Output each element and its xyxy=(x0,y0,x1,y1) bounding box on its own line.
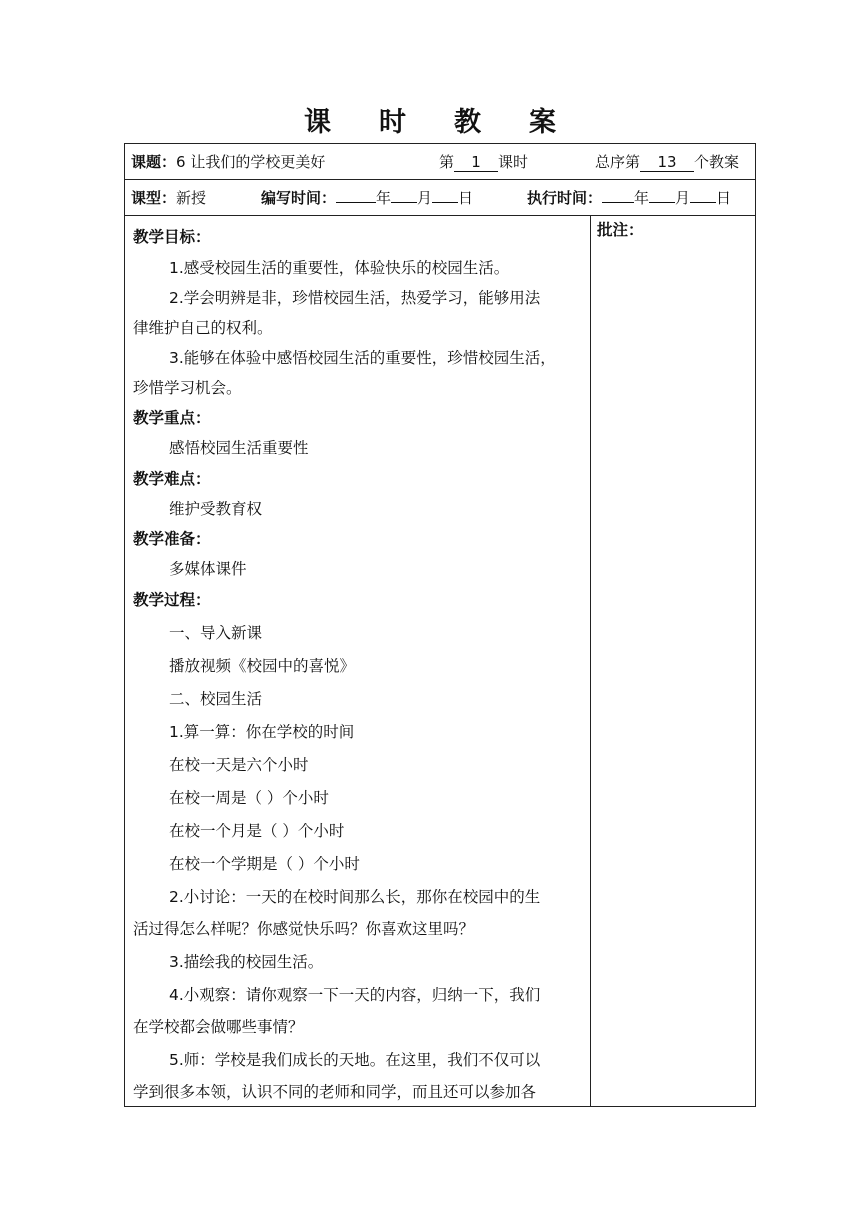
exec-day-label: 日 xyxy=(716,189,732,207)
exec-time-label: 执行时间： xyxy=(527,189,603,207)
lesson-plan-table xyxy=(124,143,756,1107)
seq-post: 个教案 xyxy=(694,153,740,171)
exec-day-blank xyxy=(690,202,716,203)
title-char: 案 xyxy=(529,107,556,138)
topic-label: 课题： xyxy=(131,153,177,171)
exec-time-field xyxy=(527,180,731,216)
section-heading: 教学难点： xyxy=(133,470,211,488)
lesson-post: 课时 xyxy=(498,153,529,171)
write-month-label: 月 xyxy=(417,189,433,207)
notes-column xyxy=(591,216,755,1106)
header-row-type xyxy=(125,180,755,216)
title-char: 课 xyxy=(304,107,331,138)
content-line: 活过得怎么样呢？你感觉快乐吗？你喜欢这里吗？ xyxy=(133,920,475,938)
topic-value: 6 让我们的学校更美好 xyxy=(176,153,326,171)
lesson-number: 1 xyxy=(454,153,498,172)
write-day-label: 日 xyxy=(458,189,474,207)
content-line: 播放视频《校园中的喜悦》 xyxy=(169,657,356,675)
content-line: 3.能够在体验中感悟校园生活的重要性，珍惜校园生活， xyxy=(169,349,556,367)
content-line: 在校一个月是（ ）个小时 xyxy=(169,822,345,840)
content-line: 3.描绘我的校园生活。 xyxy=(169,953,324,971)
write-year-label: 年 xyxy=(376,189,392,207)
content-line: 在校一周是（ ）个小时 xyxy=(169,789,329,807)
header-row-topic xyxy=(125,144,755,180)
content-line: 1.算一算：你在学校的时间 xyxy=(169,723,355,741)
type-value: 新授 xyxy=(176,189,207,207)
seq-pre: 总序第 xyxy=(595,153,641,171)
exec-year-label: 年 xyxy=(634,189,650,207)
exec-month-blank xyxy=(649,202,675,203)
page-title xyxy=(0,100,860,139)
content-line: 4.小观察：请你观察一下一天的内容，归纳一下，我们 xyxy=(169,986,541,1004)
content-line: 2.学会明辨是非，珍惜校园生活，热爱学习，能够用法 xyxy=(169,289,541,307)
type-label: 课型： xyxy=(131,189,177,207)
sequence-number-field xyxy=(595,144,739,180)
teaching-content-column xyxy=(125,216,591,1106)
content-line: 维护受教育权 xyxy=(169,500,263,518)
content-line: 2.小讨论：一天的在校时间那么长，那你在校园中的生 xyxy=(169,888,541,906)
content-line: 多媒体课件 xyxy=(169,560,247,578)
topic-field xyxy=(131,144,325,180)
write-day-blank xyxy=(432,202,458,203)
content-line: 二、校园生活 xyxy=(169,690,263,708)
write-month-blank xyxy=(391,202,417,203)
content-line: 学到很多本领，认识不同的老师和同学，而且还可以参加各 xyxy=(133,1083,537,1101)
section-heading: 教学准备： xyxy=(133,530,211,548)
type-field xyxy=(131,180,206,216)
content-line: 感悟校园生活重要性 xyxy=(169,439,309,457)
content-line: 在校一天是六个小时 xyxy=(169,756,309,774)
write-time-label: 编写时间： xyxy=(261,189,337,207)
section-heading: 教学过程： xyxy=(133,591,211,609)
title-char: 教 xyxy=(454,107,481,138)
sequence-number: 13 xyxy=(640,153,694,172)
lesson-pre: 第 xyxy=(439,153,455,171)
content-line: 在校一个学期是（ ）个小时 xyxy=(169,855,360,873)
write-time-field xyxy=(261,180,473,216)
content-line: 5.师：学校是我们成长的天地。在这里，我们不仅可以 xyxy=(169,1051,541,1069)
section-heading: 教学重点： xyxy=(133,409,211,427)
lesson-number-field xyxy=(439,144,528,180)
notes-label: 批注： xyxy=(597,221,644,239)
content-line: 1.感受校园生活的重要性，体验快乐的校园生活。 xyxy=(169,259,510,277)
content-line: 在学校都会做哪些事情？ xyxy=(133,1018,304,1036)
content-line: 律维护自己的权利。 xyxy=(133,319,273,337)
content-line: 一、导入新课 xyxy=(169,624,263,642)
section-heading: 教学目标： xyxy=(133,228,211,246)
exec-month-label: 月 xyxy=(675,189,691,207)
write-year-blank xyxy=(336,202,376,203)
title-char: 时 xyxy=(379,107,406,138)
exec-year-blank xyxy=(602,202,634,203)
content-line: 珍惜学习机会。 xyxy=(133,379,242,397)
